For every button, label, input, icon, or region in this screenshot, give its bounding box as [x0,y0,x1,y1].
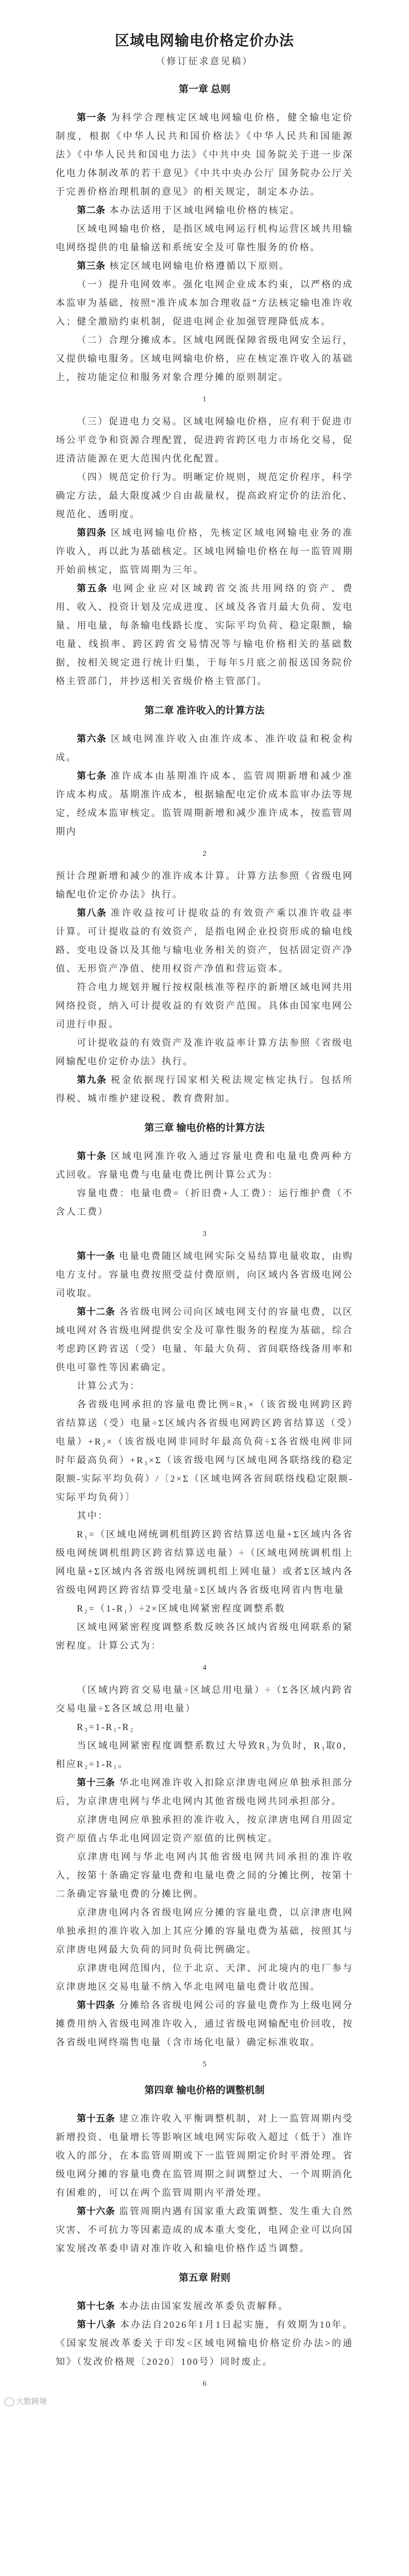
formula-r2: R₂=（1-R₁）÷2×区域电网紧密程度调整系数 [77,1603,286,1614]
article-16 [56,2202,353,2258]
article-label: 第十二条 [77,1307,115,1317]
article-label: 第十条 [77,1151,107,1161]
watermark [4,2397,409,2407]
article-text: 税金依据现行国家相关税法规定核定执行。包括所得税、城市维护建设税、教育费附加。 [56,1075,354,1104]
article-4 [56,523,353,579]
article-15 [56,2109,353,2202]
article-14 [56,1996,353,2052]
article-text: 区域电网输电价格，先核定区域电网输电业务的准许收入，再以此为基础核定。区域电网输电价格在每一监管周期开始前核定，监管周期为三年。 [56,528,354,575]
paragraph: 计算公式为： [77,1381,141,1391]
article-12 [56,1302,353,1377]
page-number: 4 [202,1664,207,1672]
chapter-3-heading: 第三章 输电价格的计算方法 [144,1123,265,1133]
article-label: 第八条 [77,908,107,918]
formula-tightness-coefficient: （区域内跨省交易电量÷区域总用电量）÷（Σ各区域内跨省交易电量÷Σ各区域总用电量） [56,1685,353,1714]
article-17 [56,2297,353,2315]
article-label: 第十四条 [77,2000,115,2010]
article-text: 建立准许收入平衡调整机制，对上一监管周期内受新增投资、电量增长等影响区域电网实际收入超过（低于）准许收入的部分，在本监管周期或下一监管周期定价时平滑处理。省级电网分摊的容量电费在监管周期之间调整过大、一个周期消化有困难的，可以在两个监管周期内平滑处理。 [56,2113,354,2198]
article-6 [56,730,353,767]
formula-province-share: 各省级电网承担的容量电费比例=R₁×（该省级电网跨区跨省结算送（受）电量÷Σ区域内各省级电网跨区跨省结算送（受）电量）+R₂×（该省级电网非同时年最高负荷÷Σ各省级电网非同时年最高负荷）+R₃×Σ（该省级电网与区域电网各联络线的稳定限额-实际平均负荷）/〔2×Σ（区域电网各省间联络线稳定限额-实际平均负荷）〕 [56,1399,353,1502]
article-text: 电量电费随区域电网实际交易结算电量收取，由购电方支付。容量电费按照受益付费原则，向区域内各省级电网公司收取。 [56,1251,354,1298]
article-label: 第十八条 [77,2319,116,2330]
paragraph: 京津唐电网应单独承担的准许收入，按京津唐电网自用固定资产原值占华北电网固定资产原值的比例核定。 [56,1815,353,1843]
article-text: 华北电网准许收入扣除京津唐电网应单独承担部分后，为京津唐电网与华北电网内其他省级电网共同承担部分。 [56,1777,354,1806]
article-5 [56,579,353,690]
article-label: 第七条 [77,771,107,781]
article-label: 第九条 [77,1075,107,1085]
page-number: 6 [202,2380,207,2388]
principle-2: （二）合理分摊成本。区域电网既保障省级电网安全运行，又提供输电服务。区域电网输电价格，应在核定准许收入的基础上，按功能定位和服务对象合理分摊的原则制定。 [56,335,353,382]
page-number: 5 [202,2060,207,2069]
paragraph: 可计提收益的有效资产及准许收益率计算方法参照《省级电网输配电价定价办法》执行。 [56,1038,353,1066]
article-text: 本办法适用于区域电网输电价格的核定。 [109,205,301,215]
page-number: 2 [202,850,207,858]
chapter-4-heading: 第四章 输电价格的调整机制 [144,2085,265,2096]
document-title: 区域电网输电价格定价办法 [114,33,294,49]
article-7 [56,767,353,841]
article-1 [56,108,353,201]
article-text: 本办法自2026年1月1日起实施，有效期为10年。《国家发展改革委关于印发<区域电网输电价格定价办法>的通知》（发改价格规〔2020〕100号）同时废止。 [56,2319,353,2367]
article-text: 准许成本由基期准许成本、监管周期新增和减少准许成本构成。基期准许成本，根据输配电定价成本监审办法等规定，经成本监审核定。监管周期新增和减少准许成本，按监管周期内 [56,771,354,837]
paragraph: 其中： [77,1511,109,1521]
article-10 [56,1147,353,1184]
article-label: 第五条 [77,583,108,594]
article-label: 第六条 [77,734,107,744]
article-label: 第三条 [77,261,106,271]
formula-r1: R₁=（区域电网统调机组跨区跨省结算送电量+Σ区域内各省级电网统调机组跨区跨省结算送电量）÷（区域电网统调机组上网电量+Σ区域内各省级电网统调机组上网电量）或者Σ区域内各省级电网跨区跨省结算受电量÷Σ区域内各省级电网省内售电量 [56,1529,353,1595]
paragraph: 符合电力规划并履行按权限核准等程序的新增区域电网共用网络投资，纳入可计提收益的有效资产范围。具体由国家电网公司进行申报。 [56,982,353,1029]
article-9 [56,1071,353,1108]
watermark-text: 大数跨境 [16,2397,47,2406]
article-text: 本办法由国家发展改革委负责解释。 [119,2301,289,2311]
principle-1: （一）提升电网效率。强化电网企业成本约束，以严格的成本监审为基础，按照“准许成本加合理收益”方法核定输电准许收入；健全激励约束机制，促进电网企业加强管理降低成本。 [56,279,353,327]
article-label: 第十五条 [77,2113,115,2124]
article-label: 第十六条 [77,2206,115,2216]
article-text: 为科学合理核定区域电网输电价格，健全输电定价制度，根据《中华人民共和国价格法》《中华人民共和国能源法》《中华人民共和国电力法》《中共中央 国务院关于进一步深化电力体制改革的若干意见》《中共中央办公厅 国务院办公厅关于完善价格治理机制的意见》的相关规定，制定本办法。 [56,112,354,197]
article-text: 区域电网准许收入通过容量电费和电量电费两种方式回收。容量电费与电量电费比例计算公式为： [56,1151,354,1180]
chapter-1-heading: 第一章 总则 [178,84,231,95]
paragraph: 区域电网紧密程度调整系数反映各区域内省级电网联系的紧密程度。计算公式为： [56,1622,353,1651]
article-3 [56,257,353,275]
article-label: 第十三条 [77,1777,115,1788]
article-label: 第二条 [77,205,106,215]
article-text: 区域电网准许收入由准许成本、准许收益和税金构成。 [56,734,354,762]
article-18 [56,2315,353,2371]
article-label: 第十一条 [77,1251,115,1261]
article-text: 电网企业应对区域跨省交流共用网络的资产、费用、收入、投资计划及完成进度、区域及各省月最大负荷、发电量、用电量，每条输电线路长度、实际平均负荷、稳定限额，输电量、线损率、跨区跨省交易情况等与输电价格相关的基础数据，按相关规定进行统计归集，于每年5月底之前报送国务院价格主管部门，并抄送相关省级价格主管部门。 [56,583,353,686]
page-number: 1 [202,395,207,403]
paragraph: 京津唐电网与华北电网内其他省级电网共同承担的准许收入，按第十条确定容量电费和电量电费之间的分摊比例，按第十二条确定容量电费的分摊比例。 [56,1852,353,1899]
chapter-5-heading: 第五章 附则 [178,2273,231,2283]
article-11 [56,1247,353,1302]
article-text: 各省级电网公司向区域电网支付的容量电费，以区域电网对各省级电网提供安全及可靠性服务的程度为基础，综合考虑跨区跨省送（受）电量、年最大负荷、省间联络线备用率和供电可靠性等因素确定。 [56,1307,354,1372]
article-label: 第一条 [77,112,107,123]
chapter-2-heading: 第二章 准许收入的计算方法 [144,705,265,716]
article-text: 分摊给各省级电网公司的容量电费作为上级电网分摊费用纳入省级电网准许收入，通过省级电网输配电价回收，按各省级电网终端售电量（含市场化电量）确定标准收取。 [56,2000,354,2047]
formula-capacity-ratio: 容量电费：电量电费=（折旧费+人工费）：运行维护费（不含人工费） [56,1188,353,1217]
paragraph: 京津唐电网范围内，位于北京、天津、河北境内的电厂参与京津唐地区交易电量不纳入华北电网电量电费计收范围。 [56,1963,353,1992]
page-number: 3 [202,1230,207,1238]
article-label: 第四条 [77,528,107,538]
paragraph: 区域电网输电价格，是指区域电网运行机构运营区域共用输电网络提供的电量输送和系统安全及可靠性服务的价格。 [56,224,353,252]
formula-r3: R₃=1-R₁-R₂ [77,1722,134,1732]
article-8 [56,904,353,978]
article-text: 监管周期内遇有国家重大政策调整、发生重大自然灾害、不可抗力等因素造成的成本重大变化，电网企业可以向国家发展改革委申请对准许收入和输电价格作适当调整。 [56,2206,354,2253]
watermark-logo-icon [4,2397,14,2406]
paragraph: 当区域电网紧密程度调整系数过大导致R₃为负时，R₃取0，相应R₂=1-R₁。 [56,1740,353,1769]
paragraph: 京津唐电网内各省级电网应分摊的容量电费，以京津唐电网单独承担的准许收入加上其应分摊的容量电费为基础，按照其与京津唐电网最大负荷的同时负荷比例确定。 [56,1907,353,1955]
article-text: 准许收益按可计提收益的有效资产乘以准许收益率计算。可计提收益的有效资产，是指电网企业投资形成的输电线路、变电设备以及其他与输电业务相关的资产，包括固定资产净值、无形资产净值、使用权资产净值和营运资本。 [56,908,354,974]
document-subtitle: （修订征求意见稿） [156,56,253,66]
article-7-continued: 预计合理新增和减少的准许成本计算。计算方法参照《省级电网输配电价定价办法》执行。 [56,871,353,900]
article-label: 第十七条 [77,2301,115,2311]
article-13 [56,1773,353,1810]
principle-4: （四）规范定价行为。明晰定价规则，规范定价程序，科学确定方法，最大限度减少自由裁量权，提高政府定价的法治化、规范化、透明度。 [56,472,353,519]
principle-3: （三）促进电力交易。区域电网输电价格，应有利于促进市场公平竞争和资源合理配置，促进跨省跨区电力市场化交易，促进清洁能源在更大范围内优化配置。 [56,416,353,464]
article-text: 核定区域电网输电价格遵循以下原则。 [109,261,290,271]
article-2 [56,201,353,219]
